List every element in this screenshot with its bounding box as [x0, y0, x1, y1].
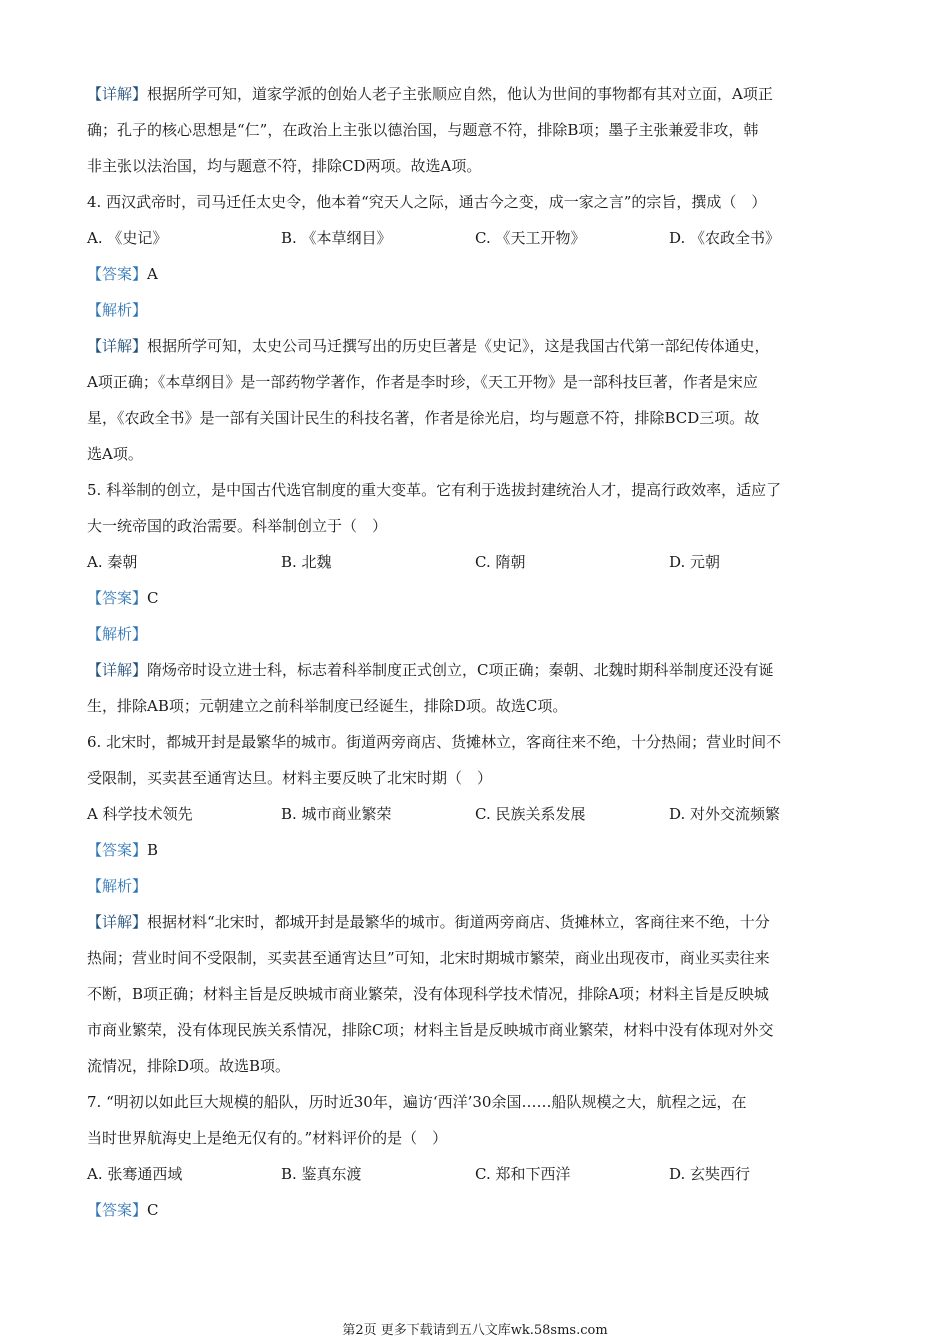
option-d: D. 对外交流频繁: [669, 805, 781, 823]
option-c: C. 《天工开物》: [475, 229, 586, 247]
answer-line: [87, 580, 862, 616]
text-line: 隋炀帝时设立进士科，标志着科举制度正式创立，C项正确；秦朝、北魏时期科举制度还没有诞: [147, 661, 774, 679]
question-6: 6. 北宋时，都城开封是最繁华的城市。街道两旁商店、货摊林立，客商往来不绝，十分热闹；营业时间不: [87, 733, 782, 751]
answer-line: [87, 832, 862, 868]
option-b: B. 城市商业繁荣: [281, 805, 392, 823]
text-line: 根据所学可知，太史公司马迁撰写出的历史巨著是《史记》，这是我国古代第一部纪传体通史，: [147, 337, 770, 355]
question-4: 4. 西汉武帝时，司马迁任太史令，他本着“究天人之际，通古今之变，成一家之言”的宗旨，撰成（ ）: [87, 193, 767, 211]
text-line: 热闹；营业时间不受限制，买卖甚至通宵达旦”可知，北宋时期城市繁荣，商业出现夜市，商业买卖往来: [87, 949, 770, 967]
question-4-options: [87, 220, 862, 256]
option-a: A 科学技术领先: [87, 805, 193, 823]
text-line: 星，《农政全书》是一部有关国计民生的科技名著，作者是徐光启，均与题意不符，排除BCD三项。故: [87, 409, 760, 427]
answer-tag: 【答案】: [87, 589, 148, 607]
detail-tag: 【详解】: [87, 661, 148, 679]
explanation-paragraph: [87, 904, 862, 940]
option-b: B. 北魏: [281, 553, 332, 571]
explanation-paragraph: [87, 652, 862, 688]
option-a: A. 《史记》: [87, 229, 168, 247]
text-line: 当时世界航海史上是绝无仅有的。”材料评价的是（ ）: [87, 1129, 448, 1147]
text-line: 确；孔子的核心思想是“仁”，在政治上主张以德治国，与题意不符，排除B项；墨子主张兼爱非攻，韩: [87, 121, 759, 139]
question-6-options: [87, 796, 862, 832]
text-line: 流情况，排除D项。故选B项。: [87, 1057, 291, 1075]
text-line: 生，排除AB项；元朝建立之前科举制度已经诞生，排除D项。故选C项。: [87, 697, 568, 715]
option-a: A. 秦朝: [87, 553, 138, 571]
text-line: 大一统帝国的政治需要。科举制创立于（ ）: [87, 517, 388, 535]
option-c: C. 郑和下西洋: [475, 1165, 571, 1183]
answer-value: A: [147, 265, 158, 283]
text-line: 选A项。: [87, 445, 143, 463]
answer-value: C: [147, 589, 159, 607]
detail-tag: 【详解】: [87, 337, 148, 355]
question-7-options: [87, 1156, 862, 1192]
question-5-options: [87, 544, 862, 580]
option-d: D. 元朝: [669, 553, 721, 571]
analysis-tag: 【解析】: [87, 877, 148, 895]
document-page: [87, 76, 862, 1228]
text-line: 市商业繁荣，没有体现民族关系情况，排除C项；材料主旨是反映城市商业繁荣，材料中没有体现对外交: [87, 1021, 774, 1039]
answer-tag: 【答案】: [87, 265, 148, 283]
analysis-tag: 【解析】: [87, 625, 148, 643]
option-c: C. 隋朝: [475, 553, 526, 571]
text-line: 不断，B项正确；材料主旨是反映城市商业繁荣，没有体现科学技术情况，排除A项；材料主旨是反映城: [87, 985, 769, 1003]
question-5: 5. 科举制的创立，是中国古代选官制度的重大变革。它有利于选拔封建统治人才，提高行政效率，适应了: [87, 481, 782, 499]
answer-value: C: [147, 1201, 159, 1219]
answer-line: [87, 256, 862, 292]
text-line: 根据材料“北宋时，都城开封是最繁华的城市。街道两旁商店、货摊林立，客商往来不绝，十分: [147, 913, 770, 931]
answer-line: [87, 1192, 862, 1228]
detail-tag: 【详解】: [87, 85, 148, 103]
text-line: 根据所学可知，道家学派的创始人老子主张顺应自然，他认为世间的事物都有其对立面，A项正: [147, 85, 773, 103]
option-b: B. 《本草纲目》: [281, 229, 392, 247]
option-d: D. 玄奘西行: [669, 1165, 751, 1183]
answer-tag: 【答案】: [87, 1201, 148, 1219]
question-7: 7. “明初以如此巨大规模的船队，历时近30年，遍访‘西洋’30余国……船队规模之大，航程之远，在: [87, 1093, 747, 1111]
analysis-tag: 【解析】: [87, 301, 148, 319]
page-footer: 第2页 更多下载请到五八文库wk.58sms.com: [342, 1323, 608, 1338]
option-c: C. 民族关系发展: [475, 805, 586, 823]
option-a: A. 张骞通西域: [87, 1165, 183, 1183]
explanation-paragraph: [87, 328, 862, 364]
explanation-paragraph: [87, 76, 862, 112]
option-d: D. 《农政全书》: [669, 229, 781, 247]
answer-value: B: [147, 841, 159, 859]
text-line: 非主张以法治国，均与题意不符，排除CD两项。故选A项。: [87, 157, 482, 175]
text-line: A项正确；《本草纲目》是一部药物学著作，作者是李时珍，《天工开物》是一部科技巨著，作者是宋应: [87, 373, 758, 391]
answer-tag: 【答案】: [87, 841, 148, 859]
detail-tag: 【详解】: [87, 913, 148, 931]
text-line: 受限制，买卖甚至通宵达旦。材料主要反映了北宋时期（ ）: [87, 769, 493, 787]
option-b: B. 鉴真东渡: [281, 1165, 362, 1183]
